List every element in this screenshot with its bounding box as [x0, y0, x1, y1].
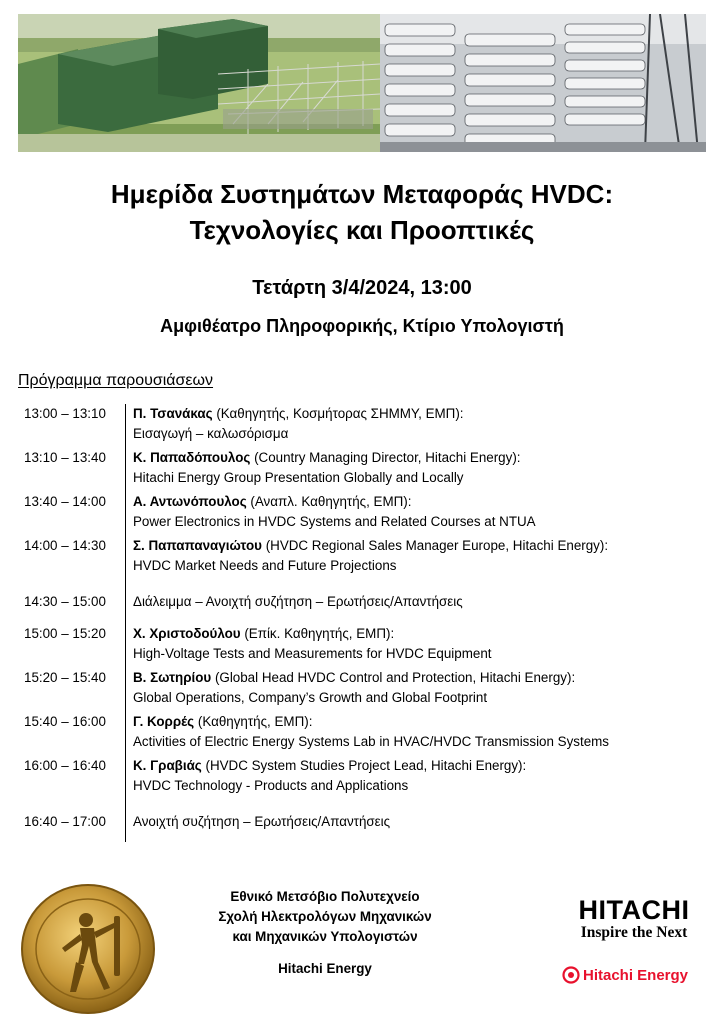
- time-slot: 13:00 – 13:10: [24, 406, 106, 421]
- event-venue: Αμφιθέατρο Πληροφορικής, Κτίριο Υπολογιστή: [160, 316, 564, 336]
- session-details: [133, 448, 521, 488]
- session-details: [133, 624, 492, 664]
- speaker-name: Σ. Παπαπαναγιώτου: [133, 538, 262, 553]
- discussion-text: Ανοιχτή συζήτηση – Ερωτήσεις/Απαντήσεις: [133, 814, 391, 829]
- speaker-name: Γ. Κορρές: [133, 714, 195, 729]
- time-slot: 15:00 – 15:20: [24, 626, 106, 641]
- schedule-divider: [125, 404, 126, 842]
- title-line-1: Ημερίδα Συστημάτων Μεταφοράς HVDC:: [110, 179, 614, 209]
- valve-hall-photo: [380, 14, 706, 152]
- title-line-2: Τεχνολογίες και Προοπτικές: [189, 215, 535, 245]
- speaker-name: Κ. Παπαδόπουλος: [133, 450, 251, 465]
- session-topic: Εισαγωγή – καλωσόρισμα: [133, 426, 289, 441]
- session-topic: HVDC Technology - Products and Applications: [133, 778, 409, 793]
- speaker-name: Α. Αντωνόπουλος: [133, 494, 247, 509]
- speaker-affiliation: (Country Managing Director, Hitachi Energy):: [250, 450, 521, 465]
- time-slot: 13:40 – 14:00: [24, 494, 106, 509]
- session-topic: HVDC Market Needs and Future Projections: [133, 558, 397, 573]
- institution-line-1: Εθνικό Μετσόβιο Πολυτεχνείο: [230, 889, 420, 904]
- speaker-name: Κ. Γραβιάς: [133, 758, 202, 773]
- ntua-seal-icon: [18, 882, 158, 1016]
- speaker-affiliation: (Καθηγητής, ΕΜΠ):: [194, 714, 313, 729]
- hitachi-wordmark: HITACHI: [578, 895, 690, 925]
- session-details: [133, 756, 526, 796]
- speaker-name: Β. Σωτηρίου: [133, 670, 212, 685]
- speaker-name: Χ. Χριστοδούλου: [133, 626, 241, 641]
- session-details: [133, 492, 536, 532]
- event-title: [0, 176, 724, 248]
- break-text: Διάλειμμα – Ανοιχτή συζήτηση – Ερωτήσεις/Απαντήσεις: [133, 594, 463, 609]
- speaker-affiliation: (Αναπλ. Καθηγητής, ΕΜΠ):: [246, 494, 412, 509]
- time-slot: 15:20 – 15:40: [24, 670, 106, 685]
- session-topic: Hitachi Energy Group Presentation Globally and Locally: [133, 470, 464, 485]
- time-slot: 14:30 – 15:00: [24, 594, 106, 609]
- speaker-affiliation: (Global Head HVDC Control and Protection, Hitachi Energy):: [211, 670, 576, 685]
- speaker-affiliation: (HVDC System Studies Project Lead, Hitachi Energy):: [201, 758, 527, 773]
- program-heading: Πρόγραμμα παρουσιάσεων: [18, 372, 214, 389]
- hitachi-energy-logo: [562, 966, 712, 984]
- speaker-affiliation: (HVDC Regional Sales Manager Europe, Hitachi Energy):: [261, 538, 609, 553]
- hitachi-logo: [560, 896, 708, 942]
- time-slot: 14:00 – 14:30: [24, 538, 106, 553]
- speaker-affiliation: (Επίκ. Καθηγητής, ΕΜΠ):: [240, 626, 395, 641]
- session-details: [133, 712, 609, 752]
- session-topic: Power Electronics in HVDC Systems and Related Courses at NTUA: [133, 514, 536, 529]
- session-topic: Activities of Electric Energy Systems Lab in HVAC/HVDC Transmission Systems: [133, 734, 610, 749]
- session-details: [133, 536, 608, 576]
- hvdc-station-photo: [18, 14, 380, 152]
- time-slot: 15:40 – 16:00: [24, 714, 106, 729]
- institution-line-2: Σχολή Ηλεκτρολόγων Μηχανικών: [218, 909, 432, 924]
- institution-line-3: και Μηχανικών Υπολογιστών: [232, 929, 418, 944]
- speaker-affiliation: (Καθηγητής, Κοσμήτορας ΣΗΜΜΥ, ΕΜΠ):: [212, 406, 464, 421]
- hitachi-energy-mark-icon: [562, 966, 580, 984]
- organizer-name: Hitachi Energy: [278, 961, 372, 976]
- session-topic: High-Voltage Tests and Measurements for HVDC Equipment: [133, 646, 492, 661]
- header-photos: [18, 14, 706, 152]
- speaker-name: Π. Τσανάκας: [133, 406, 213, 421]
- event-datetime: Τετάρτη 3/4/2024, 13:00: [252, 277, 472, 299]
- session-details: [133, 668, 575, 708]
- session-details: [133, 404, 464, 444]
- time-slot: 13:10 – 13:40: [24, 450, 106, 465]
- time-slot: 16:00 – 16:40: [24, 758, 106, 773]
- time-slot: 16:40 – 17:00: [24, 814, 106, 829]
- hitachi-tagline: Inspire the Next: [580, 924, 688, 941]
- session-topic: Global Operations, Company’s Growth and Global Footprint: [133, 690, 488, 705]
- institution-block: [190, 887, 460, 947]
- hitachi-energy-text: Hitachi Energy: [583, 966, 689, 984]
